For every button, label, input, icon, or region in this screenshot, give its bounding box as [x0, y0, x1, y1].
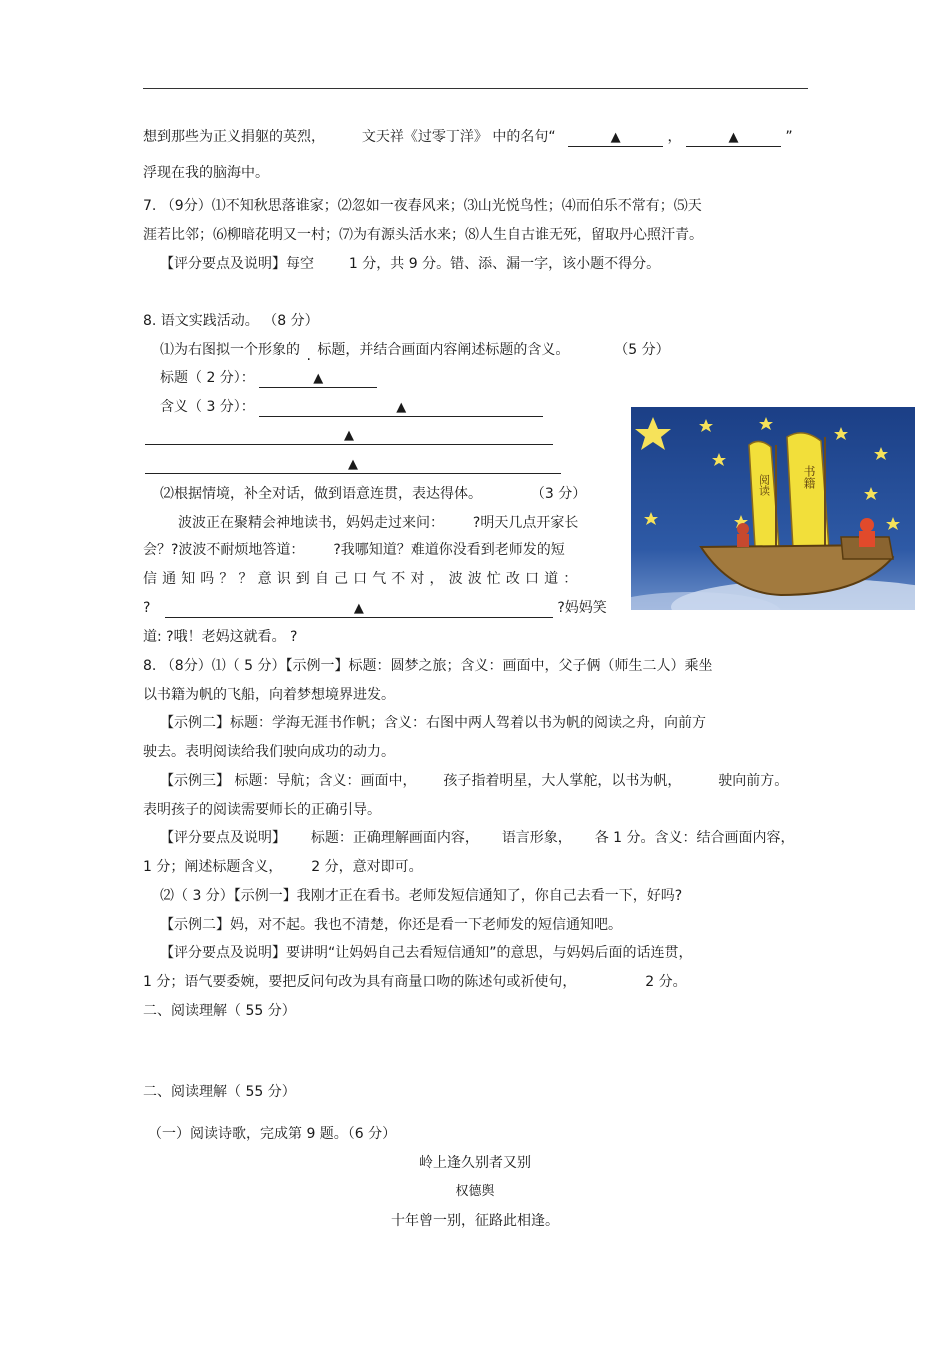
- q7-scoring-b: 1 分，共 9 分。错、添、漏一字，该小题不得分。: [348, 256, 661, 272]
- meaning-blank-2[interactable]: [145, 428, 553, 445]
- sail-right-label: 书籍: [802, 465, 816, 489]
- poem-line1: 十年曾一别，征路此相逢。: [391, 1213, 559, 1229]
- meaning-blank-2-row: [145, 426, 553, 445]
- blank-triangle-icon: ▲: [344, 428, 354, 443]
- dialog-blank[interactable]: [165, 601, 553, 618]
- answer8-line5: [160, 772, 788, 790]
- blank-triangle-icon: ▲: [353, 601, 364, 616]
- answer8-line5-c: 驶向前方。: [718, 773, 789, 789]
- q8-part1: [160, 341, 670, 364]
- adult-body: [859, 531, 875, 547]
- header-rule: [143, 88, 808, 89]
- q8-part1-b: 标题，并结合画面内容阐述标题的含义。: [317, 342, 570, 358]
- answer8-line6: 表明孩子的阅读需要师长的正确引导。: [143, 802, 381, 818]
- q6-blank-2[interactable]: [686, 130, 781, 147]
- q6-text-b: 文天祥《过零丁洋》 中的名句“: [361, 129, 556, 145]
- poem-title: 岭上逢久别者又别: [419, 1155, 531, 1171]
- section2-part1: （一）阅读诗歌，完成第 9 题。（6 分）: [148, 1126, 397, 1142]
- q6-text-a: 想到那些为正义捐躯的英烈，: [143, 129, 325, 145]
- answer8-line8: [143, 858, 423, 876]
- blank-triangle-icon: ▲: [728, 130, 739, 145]
- q6-blank-1[interactable]: [568, 130, 663, 147]
- dialog-2a: 会？?波波不耐烦地答道：: [143, 542, 305, 558]
- dialog-1b: ?明天几点开家长: [472, 515, 579, 531]
- dialog-line1: [178, 514, 598, 532]
- sail-left-label: 阅读: [757, 474, 771, 496]
- q8-part2-text: ⑵根据情境，补全对话，做到语意连贯，表达得体。: [160, 486, 482, 502]
- dialog-line5: 道: ?哦！老妈这就看。 ?: [143, 629, 298, 645]
- blank-triangle-icon: ▲: [313, 371, 324, 386]
- meaning-blank-1[interactable]: [259, 400, 543, 417]
- answer8-line1: 8. （8分）⑴（ 5 分）【示例一】标题：圆梦之旅；含义：画面中，父子俩（师生二人）乘坐: [143, 658, 713, 674]
- child-figure: [737, 523, 749, 535]
- q6-line2: 浮现在我的脑海中。: [143, 165, 269, 181]
- title-label: 标题（ 2 分）：: [160, 370, 255, 386]
- answer8-line7-d: 各 1 分。含义：结合画面内容，: [594, 830, 795, 846]
- answer8-line12-b: 2 分。: [645, 974, 687, 990]
- blank-triangle-icon: ▲: [396, 400, 407, 415]
- q6-close-quote: ”: [785, 129, 793, 145]
- q8-heading: 8. 语文实践活动。 （8 分）: [143, 313, 319, 329]
- answer8-line8-a: 1 分；阐述标题含义，: [143, 859, 283, 875]
- meaning-blank-3[interactable]: [145, 457, 561, 474]
- blank-triangle-icon: ▲: [348, 457, 358, 472]
- answer8-line7-b: 标题：正确理解画面内容，: [310, 830, 479, 846]
- section2-heading-1: 二、阅读理解（ 55 分）: [143, 1003, 296, 1019]
- q6-line1: [143, 128, 793, 147]
- q7-scoring-a: 【评分要点及说明】每空: [160, 256, 314, 272]
- emphasis-dot: .: [306, 348, 311, 364]
- meaning-blank-3-row: [145, 455, 561, 474]
- answer8-line8-b: 2 分，意对即可。: [311, 859, 423, 875]
- q8-part2-points: （3 分）: [530, 486, 587, 502]
- answer8-line5-a: 【示例三】 标题：导航；含义：画面中，: [160, 773, 417, 789]
- dialog-2b: ?我哪知道？难道你没看到老师发的短: [333, 542, 565, 558]
- answer8-line7-c: 语言形象，: [501, 830, 572, 846]
- book-sail-ship-illustration: [631, 407, 915, 610]
- child-body: [737, 534, 749, 547]
- dialog-line2: [143, 541, 565, 559]
- q8-part2: [160, 485, 586, 503]
- dialog-line3: 信通知吗？？意识到自己口气不对，波波忙改口道：: [143, 571, 583, 587]
- answer8-line11: 【评分要点及说明】要讲明“让妈妈自己去看短信通知”的意思，与妈妈后面的话连贯，: [160, 945, 693, 961]
- blank-triangle-icon: ▲: [610, 130, 621, 145]
- answer8-line2: 以书籍为帆的飞船，向着梦想境界进发。: [143, 687, 395, 703]
- q6-comma: ，: [667, 129, 682, 145]
- title-blank[interactable]: [259, 371, 377, 388]
- dialog-line4: [143, 599, 607, 618]
- answer8-line7-a: 【评分要点及说明】: [160, 830, 286, 846]
- q8-meaning-row: [160, 398, 543, 417]
- q7-line2: 涯若比邻；⑹柳暗花明又一村；⑺为有源头活水来；⑻人生自古谁无死，留取丹心照汗青。: [143, 227, 703, 243]
- meaning-label: 含义（ 3 分）：: [160, 399, 255, 415]
- answer8-line12-a: 1 分；语气要委婉，要把反问句改为具有商量口吻的陈述句或祈使句，: [143, 974, 577, 990]
- dialog-4b: ?妈妈笑: [557, 600, 607, 616]
- q7-scoring: [160, 255, 660, 273]
- dialog-1a: 波波正在聚精会神地读书，妈妈走过来问：: [178, 515, 444, 531]
- answer8-line7: [160, 829, 795, 847]
- q8-part1-a: ⑴为右图拟一个形象的: [160, 342, 300, 358]
- section2-heading-2: 二、阅读理解（ 55 分）: [143, 1084, 296, 1100]
- answer8-line4: 驶去。表明阅读给我们驶向成功的动力。: [143, 744, 395, 760]
- q8-part1-points: （5 分）: [614, 342, 670, 358]
- adult-figure: [860, 518, 874, 532]
- q7-line1: 7. （9分）⑴不知秋思落谁家；⑵忽如一夜春风来；⑶山光悦鸟性；⑷而伯乐不常有；⑸天: [143, 198, 702, 214]
- answer8-line9: ⑵（ 3 分）【示例一】我刚才正在看书。老师发短信通知了，你自己去看一下，好吗?: [160, 888, 683, 904]
- answer8-line5-b: 孩子指着明星，大人掌舵，以书为帆，: [443, 773, 682, 789]
- illustration-svg: [631, 407, 915, 610]
- answer8-line10: 【示例二】妈，对不起。我也不清楚，你还是看一下老师发的短信通知吧。: [160, 917, 622, 933]
- poem-author: 权德舆: [455, 1184, 495, 1199]
- dialog-4a: ?: [143, 600, 151, 616]
- answer8-line3: 【示例二】标题：学海无涯书作帆；含义：右图中两人驾着以书为帆的阅读之舟，向前方: [160, 715, 706, 731]
- q8-title-row: [160, 369, 377, 388]
- answer8-line12: [143, 973, 687, 991]
